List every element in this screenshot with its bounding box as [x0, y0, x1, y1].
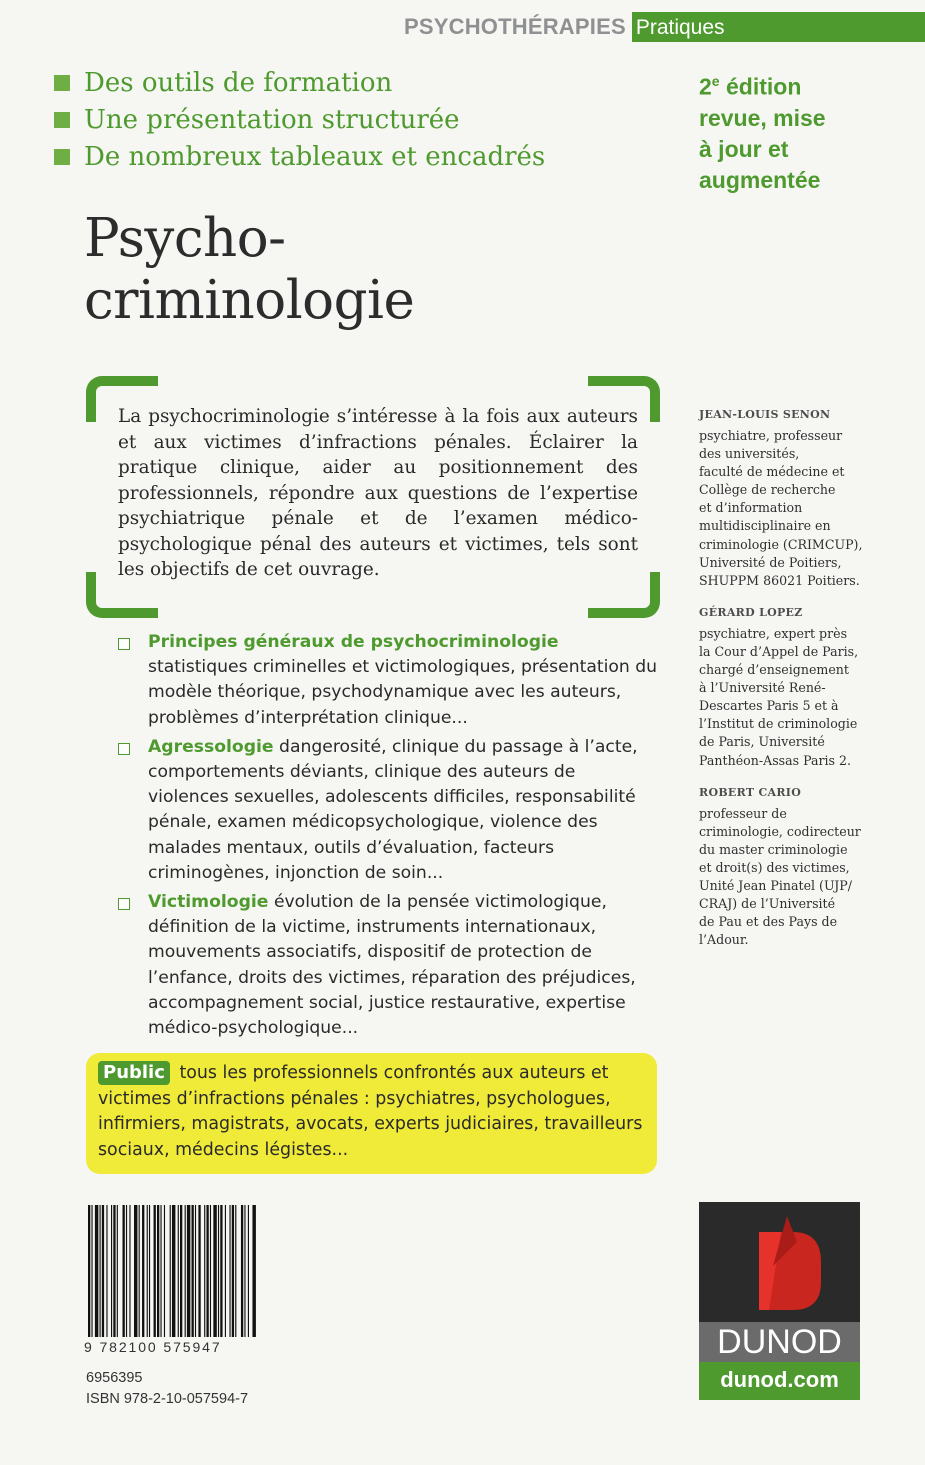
- book-title: Psycho- criminologie: [84, 208, 415, 331]
- barcode-bar: [106, 1205, 107, 1337]
- author-entry: [699, 408, 894, 590]
- barcode-bar: [134, 1205, 137, 1337]
- barcode-bar: [117, 1205, 118, 1337]
- barcode-bar: [113, 1205, 115, 1337]
- barcode-bar: [160, 1205, 161, 1337]
- barcode-bar: [172, 1205, 175, 1337]
- product-code: 6956395: [86, 1370, 143, 1386]
- checkbox-bullet-icon: [118, 743, 130, 755]
- topic-item: [116, 630, 661, 731]
- barcode-bar: [95, 1205, 98, 1337]
- barcode-bar: [235, 1205, 236, 1337]
- author-desc: psychiatre, expert près la Cour d’Appel de Paris, chargé d’enseignement à l’Université René- Descartes Paris 5 et à l’Institut de criminologie de Paris, Université Panthéon-Assas Paris 2.: [699, 625, 859, 768]
- square-bullet-icon: [54, 149, 70, 165]
- public-box: [86, 1053, 657, 1174]
- author-name: GÉRARD LOPEZ: [699, 605, 803, 619]
- series-header: [404, 12, 925, 42]
- barcode-bar: [185, 1205, 186, 1337]
- edition-note: 2e édition revue, mise à jour et augmentée: [699, 73, 826, 193]
- topic-text: dangerosité, clinique du passage à l’acte, comportements déviants, clinique des auteurs de violences sexuelles, adolescents difficiles, responsabilité pénale, examen médicopsychologique, violence des malades mentaux, outils d’évaluation, facteurs criminogènes, injonction de soin...: [148, 736, 638, 883]
- barcode-bar: [198, 1205, 200, 1337]
- author-name: JEAN-LOUIS SENON: [699, 408, 831, 421]
- publisher-logo: [699, 1202, 860, 1324]
- author-desc: professeur de criminologie, codirecteur du master criminologie et droit(s) des victimes, Unité Jean Pinatel (UJP/ CRAJ) de l’Université de Pau et des Pays de l’Adour.: [699, 805, 861, 948]
- topic-title: Victimologie: [148, 892, 269, 913]
- topic-item: [116, 890, 661, 1041]
- barcode-bar: [154, 1205, 156, 1337]
- feature-item: De nombreux tableaux et encadrés: [54, 138, 654, 175]
- barcode-bar: [129, 1205, 130, 1337]
- barcode-bar: [126, 1205, 127, 1337]
- barcode-bar: [244, 1205, 245, 1337]
- publisher-logo-icon: [699, 1202, 860, 1324]
- barcode-bar: [102, 1205, 104, 1337]
- barcode-bar: [147, 1205, 148, 1337]
- barcode-bar: [225, 1205, 226, 1337]
- feature-list: [54, 64, 654, 175]
- barcode-bar: [229, 1205, 230, 1337]
- feature-item: Une présentation structurée: [54, 101, 654, 138]
- barcode-bar: [100, 1205, 101, 1337]
- barcode-bar: [180, 1205, 182, 1337]
- topic-title: Agressologie: [148, 736, 274, 757]
- author-entry: [699, 786, 894, 950]
- topic-text: statistiques criminelles et victimologiques, présentation du modèle théorique, psychodynamique avec les auteurs, problèmes d’interprétation clinique...: [148, 657, 658, 728]
- barcode-bar: [164, 1205, 165, 1337]
- barcode-bar: [111, 1205, 112, 1337]
- isbn-number: ISBN 978-2-10-057594-7: [86, 1391, 249, 1407]
- public-text: tous les professionnels confrontés aux auteurs et victimes d’infractions pénales : psychiatres, psychologues, infirmiers, magistrats, avocats, experts judiciaires, travailleurs sociaux, médecins légistes...: [98, 1063, 643, 1160]
- checkbox-bullet-icon: [118, 638, 130, 650]
- topic-item: [116, 735, 661, 886]
- square-bullet-icon: [54, 112, 70, 128]
- barcode-image: [88, 1205, 258, 1343]
- barcode-bar: [123, 1205, 125, 1337]
- barcode-bar: [91, 1205, 92, 1337]
- barcode-bar: [195, 1205, 196, 1337]
- barcode-bar: [142, 1205, 144, 1337]
- barcode-bar: [213, 1205, 216, 1337]
- barcode-bar: [248, 1205, 249, 1337]
- barcode-bar: [218, 1205, 219, 1337]
- author-list: [699, 408, 894, 949]
- barcode-bar: [88, 1205, 90, 1337]
- author-desc: psychiatre, professeur des universités, faculté de médecine et Collège de recherche et d’information multidisciplinaire en criminologie (CRIMCUP), Université de Poitiers, SHUPPM 86021 Poitiers.: [699, 428, 863, 588]
- public-label: Public: [98, 1061, 170, 1085]
- barcode-bar: [157, 1205, 159, 1337]
- barcode-bar: [192, 1205, 194, 1337]
- barcode-bar: [187, 1205, 190, 1337]
- publisher-name: DUNOD: [699, 1322, 860, 1362]
- barcode-bar: [232, 1205, 234, 1337]
- barcode-bar: [241, 1205, 243, 1337]
- barcode-digits: 9 782100 575947: [84, 1339, 222, 1355]
- square-bullet-icon: [54, 75, 70, 91]
- barcode-bar: [206, 1205, 208, 1337]
- feature-item: Des outils de formation: [54, 64, 654, 101]
- barcode-bar: [149, 1205, 150, 1337]
- publisher-url[interactable]: dunod.com: [699, 1362, 860, 1400]
- barcode-bar: [252, 1205, 255, 1337]
- barcode-bar: [178, 1205, 179, 1337]
- series-tag: Pratiques: [632, 12, 925, 42]
- barcode-bar: [204, 1205, 205, 1337]
- barcode-bar: [170, 1205, 171, 1337]
- series-name: PSYCHOTHÉRAPIES: [404, 14, 626, 39]
- topic-text: évolution de la pensée victimologique, définition de la victime, instruments internationaux, mouvements associatifs, dispositif de protection de l’enfance, droits des victimes, réparation des préjudices, accompagnement social, justice restaurative, expertise médico-psychologique...: [148, 892, 636, 1039]
- barcode-bar: [139, 1205, 140, 1337]
- barcode-bar: [220, 1205, 222, 1337]
- topic-list: [116, 630, 661, 1045]
- checkbox-bullet-icon: [118, 898, 130, 910]
- author-entry: [699, 606, 894, 770]
- book-summary: La psychocriminologie s’intéresse à la fois aux auteurs et aux victimes d’infractions pénales. Éclairer la pratique clinique, aider au positionnement des professionnels, répondre aux questions de l’expertise psychiatrique pénale et de l’examen médico-psychologique pénal des auteurs et victimes, tels sont les objectifs de cet ouvrage.: [118, 406, 638, 580]
- author-name: ROBERT CARIO: [699, 785, 802, 799]
- barcode-bar: [210, 1205, 211, 1337]
- topic-title: Principes généraux de psychocriminologie: [148, 632, 559, 652]
